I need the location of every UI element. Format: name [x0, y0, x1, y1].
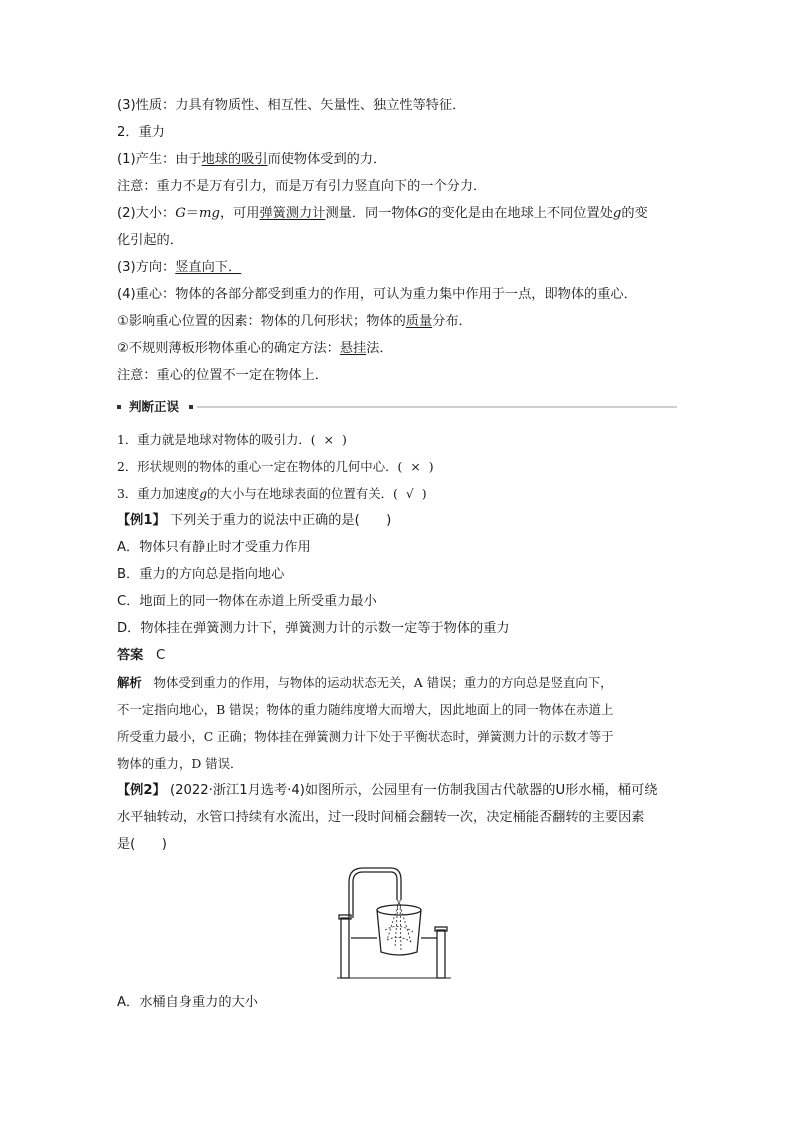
right-post — [437, 930, 445, 978]
option-d: D．物体挂在弹簧测力计下，弹簧测力计的示数一定等于物体的重力 — [117, 621, 510, 636]
answer-value: C — [155, 648, 166, 663]
text-span: ②不规则薄板形物体重心的确定方法： — [117, 341, 340, 356]
judge-text: 2．形状规则的物体的重心一定在物体的几何中心．( — [117, 459, 403, 474]
text-span: 而使物体受到的力． — [267, 152, 387, 167]
example-tag: 【例2】 — [117, 783, 166, 798]
text-span: 法． — [366, 341, 393, 356]
judge-paren: ) — [428, 459, 434, 474]
text-span: ＝ — [185, 206, 199, 221]
analysis-line-1 — [117, 674, 682, 692]
text-line-origin — [117, 151, 682, 169]
bucket-body — [377, 910, 421, 955]
bullet-square-icon — [117, 405, 121, 409]
judge-item-1 — [117, 431, 682, 449]
judge-text: 1．重力就是地球对物体的吸引力．( — [117, 432, 316, 447]
section-title: 判断正误 — [129, 399, 180, 414]
example1-question — [117, 512, 682, 530]
judge-item-2 — [117, 458, 682, 476]
water-stream — [385, 900, 413, 950]
divider-rule — [197, 406, 677, 408]
heading-gravity: 2．重力 — [117, 125, 165, 140]
option-c: C．地面上的同一物体在赤道上所受重力最小 — [117, 594, 377, 609]
text-line-note2: 注意：重心的位置不一定在物体上． — [117, 368, 328, 383]
text-span: ①影响重心位置的因素：物体的几何形状；物体的 — [117, 314, 406, 329]
example2-line-1 — [117, 782, 682, 800]
text-span: ，可用 — [219, 206, 260, 221]
pipe — [349, 868, 401, 918]
example-tag: 【例1】 — [117, 513, 166, 528]
text-line-properties: (3)性质：力具有物质性、相互性、矢量性、独立性等特征． — [117, 98, 466, 113]
u-bucket-figure — [337, 860, 457, 982]
blank-answer: 竖直向下． — [175, 260, 242, 275]
symbol-g: g — [612, 206, 622, 221]
blank-answer: 悬挂 — [339, 341, 367, 356]
analysis-line-2: 不一定指向地心，B 错误；物体的重力随纬度增大而增大，因此地面上的同一物体在赤道上 — [117, 702, 614, 717]
judge-mark: × — [323, 432, 334, 447]
analysis-line-3: 所受重力最小，C 正确；物体挂在弹簧测力计下处于平衡状态时，弹簧测力计的示数才等于 — [117, 729, 614, 744]
text-span: 的变 — [621, 206, 648, 221]
judge-mark: √ — [405, 486, 414, 501]
text-line-magnitude-cont: 化引起的． — [117, 233, 183, 248]
bucket-rim — [377, 905, 421, 915]
blank-answer: 地球的吸引 — [201, 152, 268, 167]
judge-text: 的大小与在地球表面的位置有关．( — [207, 486, 398, 501]
text-span: 测量．同一物体 — [325, 206, 418, 221]
judge-paren: ) — [421, 486, 427, 501]
analysis-label: 解析 — [117, 675, 142, 690]
text-line-center-of-gravity: (4)重心：物体的各部分都受到重力的作用，可认为重力集中作用于一点，即物体的重心． — [117, 287, 637, 302]
right-post-cap — [435, 927, 447, 931]
example2-line-2: 水平轴转动，水管口持续有水流出，过一段时间桶会翻转一次，决定桶能否翻转的主要因素 — [117, 810, 645, 825]
example2-option-a: A．水桶自身重力的大小 — [117, 995, 258, 1010]
answer-label: 答案 — [117, 648, 144, 663]
blank-answer: 质量 — [405, 314, 433, 329]
judge-item-3 — [117, 485, 682, 503]
option-b: B．重力的方向总是指向地心 — [117, 567, 285, 582]
judge-text: 3．重力加速度 — [117, 486, 200, 501]
analysis-line-4: 物体的重力，D 错误． — [117, 756, 243, 771]
blank-answer: 弹簧测力计 — [259, 206, 326, 221]
text-span: (3)方向： — [117, 260, 176, 275]
text-span: 的变化是由在地球上不同位置处 — [428, 206, 613, 221]
section-divider — [117, 398, 677, 416]
text-span: (1)产生：由于 — [117, 152, 202, 167]
bullet-square-icon — [189, 405, 193, 409]
symbol-G: G — [417, 206, 429, 221]
judge-paren: ) — [341, 432, 347, 447]
text-line-direction — [117, 259, 682, 277]
question-text: (2022·浙江1月选考·4)如图所示，公园里有一仿制我国古代欹器的U形水桶，桶可绕 — [169, 783, 658, 798]
text-line-method — [117, 340, 682, 358]
example2-line-3: 是( ) — [117, 837, 167, 852]
answer-line — [117, 647, 682, 665]
text-line-factors — [117, 313, 682, 331]
text-span: 分布． — [432, 314, 472, 329]
judge-mark: × — [410, 459, 421, 474]
left-post — [341, 918, 349, 978]
analysis-text: 物体受到重力的作用，与物体的运动状态无关，A 错误；重力的方向总是竖直向下， — [153, 675, 613, 690]
question-text: 下列关于重力的说法中正确的是( ) — [169, 513, 392, 528]
text-line-note1: 注意：重力不是万有引力，而是万有引力竖直向下的一个分力． — [117, 179, 487, 194]
text-span: (2)大小： — [117, 206, 176, 221]
option-a: A．物体只有静止时才受重力作用 — [117, 540, 311, 555]
symbol-G: G — [175, 206, 186, 221]
pipe-inner — [353, 872, 397, 918]
symbol-mg: mg — [198, 206, 220, 221]
symbol-g: g — [199, 486, 208, 501]
text-line-magnitude — [117, 205, 682, 223]
